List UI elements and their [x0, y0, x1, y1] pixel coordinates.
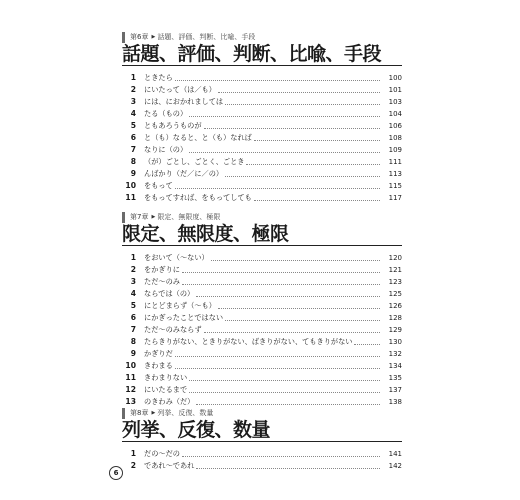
dot-leader [354, 344, 380, 345]
toc-row[interactable] [122, 383, 402, 395]
item-number: 10 [125, 181, 136, 190]
dot-leader [225, 176, 380, 177]
item-title: には、におかれましては [144, 97, 224, 106]
chapter-title: 限定、無限度、極限 [122, 223, 402, 246]
item-title: なりに（の） [144, 145, 188, 154]
dot-leader [182, 284, 380, 285]
toc-row[interactable] [122, 251, 402, 263]
item-page: 103 [388, 98, 402, 106]
dot-leader [254, 200, 380, 201]
toc-row[interactable] [122, 191, 402, 203]
item-number: 2 [130, 461, 136, 470]
item-page: 142 [388, 462, 402, 470]
triangle-icon: ▶ [151, 34, 156, 40]
dot-leader [254, 140, 380, 141]
toc-row[interactable] [122, 459, 402, 471]
toc-row[interactable] [122, 395, 402, 407]
item-title: きわまる [144, 361, 173, 370]
toc-row[interactable] [122, 335, 402, 347]
toc-row[interactable] [122, 311, 402, 323]
dot-leader [204, 128, 380, 129]
item-title: にいたるまで [144, 385, 188, 394]
dot-leader [218, 308, 380, 309]
item-page: 101 [388, 86, 402, 94]
item-page: 126 [388, 302, 402, 310]
item-title: きわまりない [144, 373, 188, 382]
item-number: 11 [125, 373, 136, 382]
item-title: んばかり（だ／に／の） [144, 169, 224, 178]
dot-leader [182, 456, 380, 457]
dot-leader [189, 380, 380, 381]
item-number: 1 [130, 449, 136, 458]
dot-leader [246, 164, 380, 165]
item-page: 130 [388, 338, 402, 346]
dot-leader [225, 320, 380, 321]
dot-leader [225, 104, 380, 105]
chapter-bar [122, 212, 125, 223]
chapter-subtitle: 列挙、反復、数量 [157, 409, 214, 417]
item-title: にかぎったことではない [144, 313, 224, 322]
item-title: （が）ごとし、ごとく、ごとき [144, 157, 245, 166]
item-number: 2 [130, 85, 136, 94]
item-number: 10 [125, 361, 136, 370]
item-page: 138 [388, 398, 402, 406]
item-title: にいたって（は／も） [144, 85, 216, 94]
item-page: 120 [388, 254, 402, 262]
item-number: 1 [130, 73, 136, 82]
chapter-7 [122, 212, 402, 407]
item-page: 123 [388, 278, 402, 286]
item-title: ただ〜のみ [144, 277, 180, 286]
item-list [122, 251, 402, 407]
item-page: 125 [388, 290, 402, 298]
item-page: 111 [388, 158, 402, 166]
item-page: 121 [388, 266, 402, 274]
item-number: 7 [130, 145, 136, 154]
item-page: 113 [388, 170, 402, 178]
toc-row[interactable] [122, 447, 402, 459]
dot-leader [189, 392, 380, 393]
item-number: 9 [130, 349, 136, 358]
item-number: 13 [125, 397, 136, 406]
item-number: 6 [130, 313, 136, 322]
item-title: かぎりだ [144, 349, 173, 358]
toc-row[interactable] [122, 287, 402, 299]
toc-row[interactable] [122, 131, 402, 143]
toc-row[interactable] [122, 299, 402, 311]
item-number: 12 [125, 385, 136, 394]
item-page: 108 [388, 134, 402, 142]
item-page: 128 [388, 314, 402, 322]
dot-leader [218, 92, 380, 93]
triangle-icon: ▶ [151, 214, 156, 220]
item-number: 3 [130, 97, 136, 106]
item-title: であれ〜であれ [144, 461, 195, 470]
toc-row[interactable] [122, 95, 402, 107]
dot-leader [196, 296, 380, 297]
chapter-subtitle: 限定、無限度、極限 [157, 213, 221, 221]
chapter-6 [122, 32, 402, 203]
item-page: 109 [388, 146, 402, 154]
item-page: 135 [388, 374, 402, 382]
dot-leader [196, 404, 380, 405]
item-title: にとどまらず（〜も） [144, 301, 216, 310]
item-title: たらきりがない、ときりがない、ばきりがない、てもきりがない [144, 337, 353, 346]
dot-leader [189, 116, 380, 117]
item-page: 134 [388, 362, 402, 370]
dot-leader [182, 272, 380, 273]
item-number: 4 [130, 109, 136, 118]
toc-row[interactable] [122, 143, 402, 155]
item-page: 100 [388, 74, 402, 82]
item-title: ときたら [144, 73, 173, 82]
item-number: 4 [130, 289, 136, 298]
item-title: ならでは（の） [144, 289, 195, 298]
chapter-number: 第7章 [130, 213, 149, 221]
chapter-subtitle: 話題、評価、判断、比喩、手段 [157, 33, 256, 41]
item-title: のきわみ（だ） [144, 397, 195, 406]
item-number: 5 [130, 301, 136, 310]
chapter-header [122, 408, 402, 418]
item-page: 104 [388, 110, 402, 118]
chapter-8 [122, 408, 402, 471]
item-number: 3 [130, 277, 136, 286]
chapter-number: 第8章 [130, 409, 149, 417]
item-number: 1 [130, 253, 136, 262]
toc-row[interactable] [122, 371, 402, 383]
item-number: 7 [130, 325, 136, 334]
toc-row[interactable] [122, 359, 402, 371]
chapter-title: 話題、評価、判断、比喩、手段 [122, 43, 402, 66]
chapter-bar [122, 408, 125, 419]
toc-row[interactable] [122, 167, 402, 179]
item-title: をかぎりに [144, 265, 180, 274]
item-number: 9 [130, 169, 136, 178]
dot-leader [211, 260, 380, 261]
item-page: 129 [388, 326, 402, 334]
toc-row[interactable] [122, 155, 402, 167]
triangle-icon: ▶ [151, 410, 156, 416]
chapter-header [122, 212, 402, 222]
item-title: ただ〜のみならず [144, 325, 202, 334]
chapter-number: 第6章 [130, 33, 149, 41]
toc-row[interactable] [122, 275, 402, 287]
item-title: たる（もの） [144, 109, 188, 118]
item-number: 6 [130, 133, 136, 142]
item-number: 11 [125, 193, 136, 202]
item-page: 115 [388, 182, 402, 190]
toc-row[interactable] [122, 263, 402, 275]
item-title: をもってすれば、をもってしても [144, 193, 252, 202]
item-title: をおいて（〜ない） [144, 253, 209, 262]
dot-leader [189, 152, 380, 153]
item-title: だの〜だの [144, 449, 180, 458]
dot-leader [175, 356, 380, 357]
dot-leader [196, 468, 380, 469]
toc-row[interactable] [122, 83, 402, 95]
chapter-title: 列挙、反復、数量 [122, 419, 402, 442]
dot-leader [175, 368, 380, 369]
item-number: 8 [130, 337, 136, 346]
item-page: 137 [388, 386, 402, 394]
item-page: 106 [388, 122, 402, 130]
toc-row[interactable] [122, 107, 402, 119]
dot-leader [204, 332, 380, 333]
dot-leader [175, 188, 380, 189]
item-page: 132 [388, 350, 402, 358]
item-number: 5 [130, 121, 136, 130]
item-title: ともあろうものが [144, 121, 202, 130]
item-list [122, 447, 402, 471]
toc-row[interactable] [122, 71, 402, 83]
toc-row[interactable] [122, 119, 402, 131]
item-list [122, 71, 402, 203]
chapter-header [122, 32, 402, 42]
toc-row[interactable] [122, 323, 402, 335]
item-page: 141 [388, 450, 402, 458]
item-title: をもって [144, 181, 173, 190]
item-page: 117 [388, 194, 402, 202]
page-number: 6 [109, 466, 123, 480]
item-number: 8 [130, 157, 136, 166]
toc-row[interactable] [122, 179, 402, 191]
chapter-bar [122, 32, 125, 43]
item-title: と（も）なると、と（も）なれば [144, 133, 252, 142]
toc-row[interactable] [122, 347, 402, 359]
dot-leader [175, 80, 380, 81]
item-number: 2 [130, 265, 136, 274]
